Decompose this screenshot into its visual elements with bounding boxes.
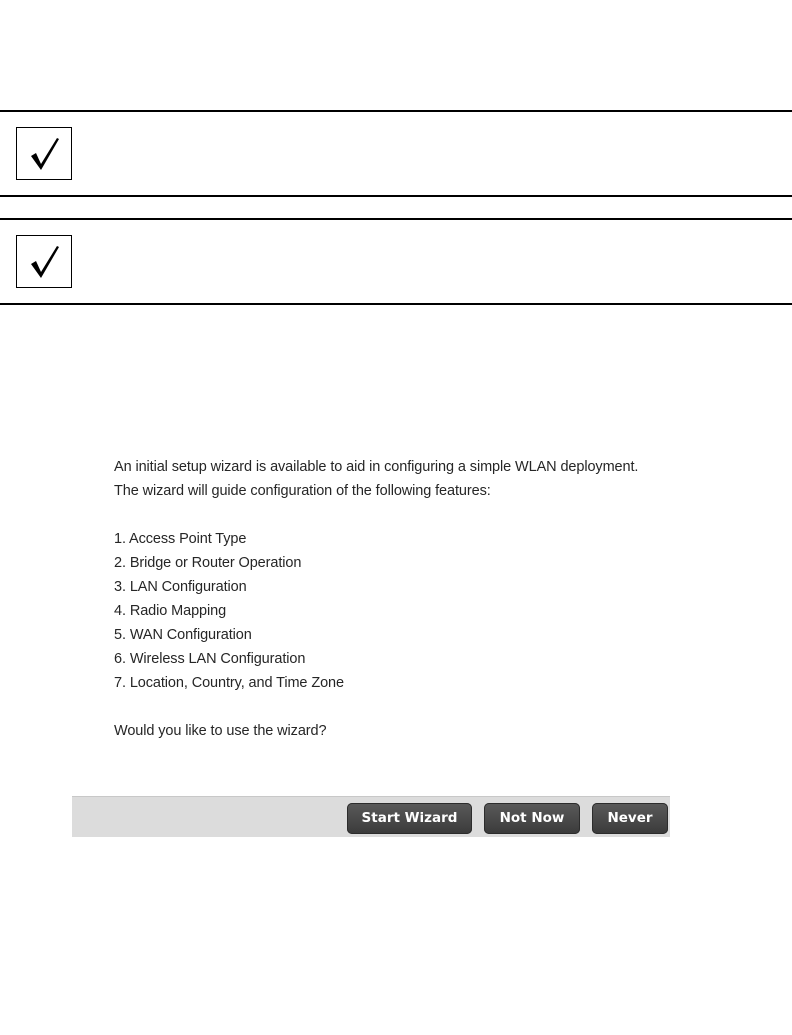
checkmark-icon (16, 127, 72, 180)
never-button[interactable]: Never (592, 803, 668, 834)
checkmark-icon (16, 235, 72, 288)
not-now-button[interactable]: Not Now (484, 803, 580, 834)
feature-item: 3. LAN Configuration (114, 579, 247, 595)
feature-item: 4. Radio Mapping (114, 603, 227, 619)
start-wizard-button[interactable]: Start Wizard (347, 803, 472, 834)
note-block-1 (0, 110, 792, 197)
feature-item: 6. Wireless LAN Configuration (114, 651, 306, 667)
note-block-2 (0, 218, 792, 305)
wizard-feature-list (114, 527, 670, 695)
feature-item: 7. Location, Country, and Time Zone (114, 675, 344, 691)
feature-item: 5. WAN Configuration (114, 627, 252, 643)
setup-wizard-dialog (72, 455, 670, 743)
wizard-question: Would you like to use the wizard? (114, 723, 327, 739)
wizard-intro-text: An initial setup wizard is available to aid in configuring a simple WLAN deployment. The wizard will guide configuration of the following features: (114, 459, 639, 499)
wizard-body (114, 455, 670, 743)
feature-item: 2. Bridge or Router Operation (114, 555, 302, 571)
wizard-button-bar (72, 796, 670, 837)
feature-item: 1. Access Point Type (114, 531, 247, 547)
